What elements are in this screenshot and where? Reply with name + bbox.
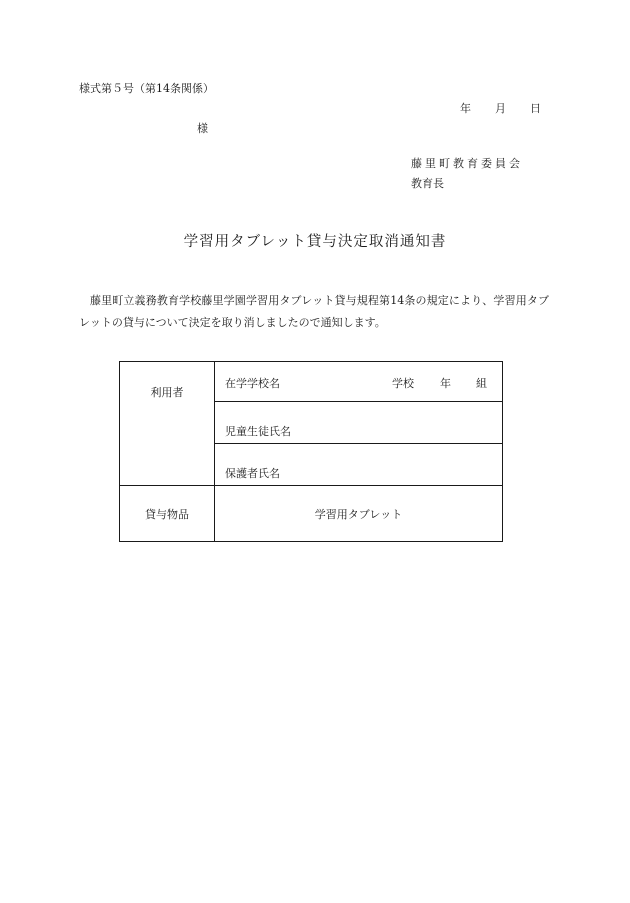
recipient-salutation: 様 <box>197 122 208 135</box>
school-row <box>225 375 502 391</box>
date-year-label: 年 <box>460 102 471 115</box>
user-label: 利用者 <box>120 362 215 486</box>
grade-suffix: 年 <box>440 376 451 390</box>
notice-body: 藤里町立義務教育学校藤里学園学習用タブレット貸与規程第14条の規定により、学習用タブレットの貸与について決定を取り消しましたので通知します。 <box>79 294 549 329</box>
info-table <box>119 361 503 542</box>
class-suffix: 組 <box>476 376 487 390</box>
table-row <box>120 362 503 402</box>
date-month-label: 月 <box>495 102 506 115</box>
student-name-field: 児童生徒氏名 <box>215 402 503 444</box>
date-day-label: 日 <box>530 102 541 115</box>
school-field <box>215 362 503 402</box>
issuer-organization: 藤里町教育委員会 <box>411 157 523 170</box>
table-row <box>120 486 503 542</box>
item-value: 学習用タブレット <box>215 486 503 542</box>
school-suffix: 学校 <box>392 376 414 390</box>
guardian-name-field: 保護者氏名 <box>215 444 503 486</box>
item-label: 貸与物品 <box>120 486 215 542</box>
date-line <box>460 100 541 116</box>
issuer-title: 教育長 <box>411 177 444 190</box>
document-title: 学習用タブレット貸与決定取消通知書 <box>183 234 447 250</box>
form-number: 様式第５号（第14条関係） <box>79 82 214 95</box>
school-name-label: 在学学校名 <box>225 376 280 390</box>
